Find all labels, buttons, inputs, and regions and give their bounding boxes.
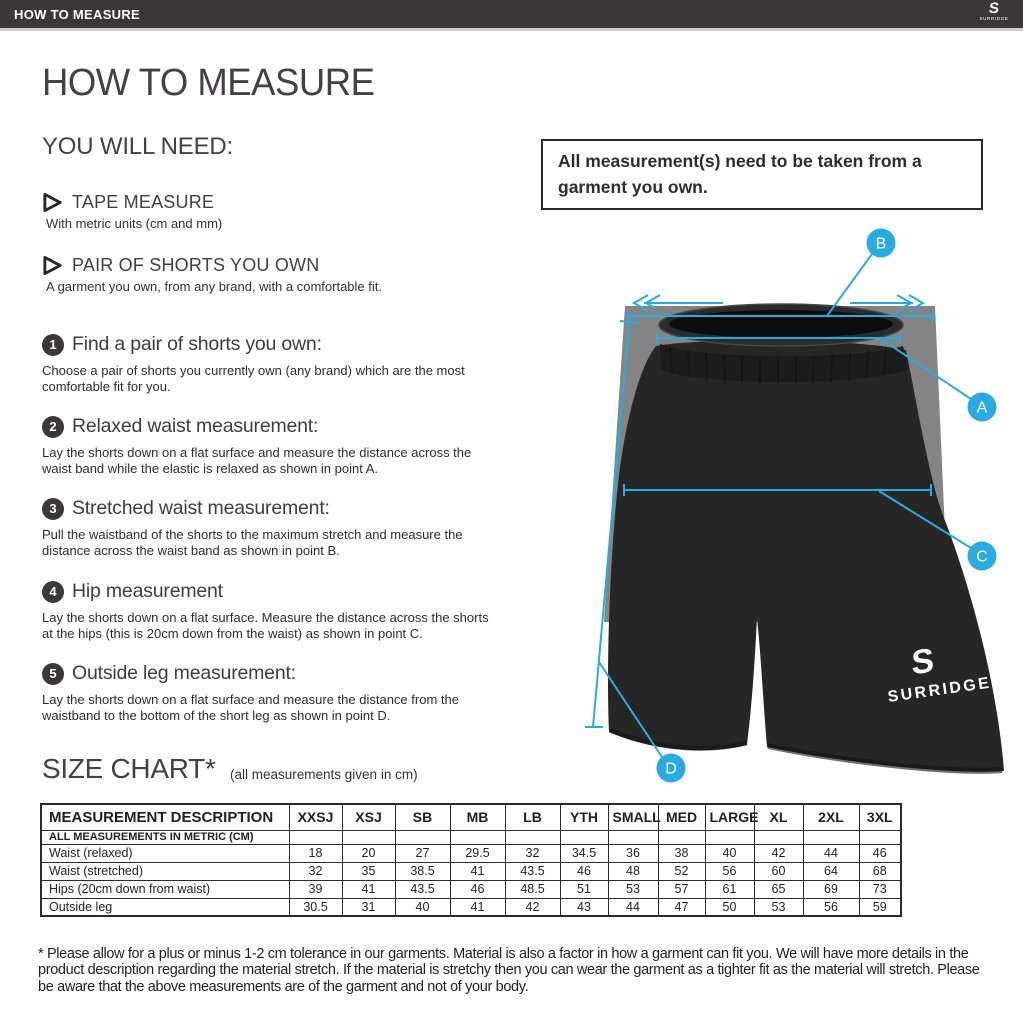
size-value-cell: 56	[803, 898, 859, 916]
triangle-bullet-icon	[42, 255, 63, 276]
size-value-cell: 53	[754, 898, 803, 916]
size-row-label: Hips (20cm down from waist)	[41, 880, 289, 898]
size-value-cell: 20	[342, 844, 395, 862]
size-row-label: Outside leg	[41, 898, 289, 916]
need-item-shorts	[42, 255, 512, 294]
size-value-cell: 57	[658, 880, 705, 898]
size-value-cell: 40	[395, 898, 450, 916]
svg-text:C: C	[976, 548, 988, 566]
step-number-badge: 1	[42, 334, 64, 356]
need-item-description: With metric units (cm and mm)	[46, 216, 223, 231]
shorts-measurement-diagram	[560, 228, 1023, 790]
step-3	[42, 497, 500, 559]
size-value-cell: 41	[450, 862, 505, 880]
size-value-cell: 41	[450, 898, 505, 916]
size-value-cell: 38.5	[395, 862, 450, 880]
size-value-cell: 18	[289, 844, 342, 862]
measurement-note-box	[541, 139, 983, 210]
size-value-cell: 56	[705, 862, 754, 880]
svg-text:B: B	[875, 235, 887, 253]
size-value-cell: 68	[859, 862, 901, 880]
size-value-cell: 73	[859, 880, 901, 898]
step-description: Lay the shorts down on a flat surface. Measure the distance across the shorts at the hips (this is 20cm down from the waist) as shown in point C.	[42, 610, 489, 642]
step-4	[42, 580, 500, 642]
size-value-cell: 44	[608, 898, 658, 916]
size-value-cell: 39	[289, 880, 342, 898]
size-value-cell: 48	[608, 862, 658, 880]
size-row	[41, 880, 901, 898]
step-title: Outside leg measurement:	[72, 662, 296, 684]
size-row-label: Waist (relaxed)	[41, 844, 289, 862]
size-value-cell: 60	[754, 862, 803, 880]
need-item-label: TAPE MEASURE	[72, 192, 215, 212]
size-value-cell: 59	[859, 898, 901, 916]
step-1	[42, 333, 500, 395]
size-value-cell: 43	[560, 898, 608, 916]
step-description: Choose a pair of shorts you currently own (any brand) which are the most comfortable fit for you.	[42, 363, 465, 395]
step-number-badge: 3	[42, 498, 64, 520]
size-value-cell: 53	[608, 880, 658, 898]
size-value-cell: 50	[705, 898, 754, 916]
step-title: Find a pair of shorts you own:	[72, 333, 322, 355]
size-value-cell: 30.5	[289, 898, 342, 916]
step-number-badge: 2	[42, 416, 64, 438]
size-value-cell: 47	[658, 898, 705, 916]
surridge-s-icon: S	[988, 0, 1000, 17]
size-value-cell: 51	[560, 880, 608, 898]
step-description: Lay the shorts down on a flat surface and measure the distance across the waist band while the elastic is relaxed as shown in point A.	[42, 445, 472, 477]
size-value-cell: 61	[705, 880, 754, 898]
step-description: Pull the waistband of the shorts to the maximum stretch and measure the distance across the waist band as shown in point B.	[42, 527, 463, 559]
top-bar-title: HOW TO MEASURE	[14, 6, 141, 22]
size-value-cell: 35	[342, 862, 395, 880]
size-value-cell: 44	[803, 844, 859, 862]
waistband-opening	[669, 310, 893, 338]
step-description: Lay the shorts down on a flat surface and measure the distance from the waistband to the bottom of the short leg as shown in point D.	[42, 692, 459, 724]
svg-text:SURRIDGE: SURRIDGE	[886, 674, 993, 706]
top-bar	[0, 0, 1023, 31]
size-value-cell: 32	[289, 862, 342, 880]
size-chart-table	[40, 803, 902, 917]
step-5	[42, 662, 500, 724]
size-value-cell: 36	[608, 844, 658, 862]
measurement-note-text: All measurement(s) need to be taken from a garment you own.	[558, 151, 922, 197]
size-value-cell: 65	[754, 880, 803, 898]
size-row-label: Waist (stretched)	[41, 862, 289, 880]
step-title: Stretched waist measurement:	[72, 497, 330, 519]
need-item-tape-measure	[42, 192, 512, 231]
size-value-cell: 69	[803, 880, 859, 898]
size-value-cell: 32	[505, 844, 560, 862]
need-item-label: PAIR OF SHORTS YOU OWN	[72, 255, 320, 275]
size-row	[41, 862, 901, 880]
metric-note-row: ALL MEASUREMENTS IN METRIC (CM)	[41, 830, 901, 844]
surridge-logo-icon: S SURRIDGE	[971, 1, 1017, 27]
you-will-need-heading: YOU WILL NEED:	[42, 133, 234, 160]
svg-text:D: D	[665, 760, 677, 778]
size-value-cell: 43.5	[395, 880, 450, 898]
size-value-cell: 42	[505, 898, 560, 916]
step-number-badge: 5	[42, 663, 64, 685]
size-value-cell: 64	[803, 862, 859, 880]
size-value-cell: 43.5	[505, 862, 560, 880]
size-value-cell: 29.5	[450, 844, 505, 862]
step-number-badge: 4	[42, 581, 64, 603]
size-row	[41, 844, 901, 862]
shorts-silhouette	[608, 340, 1004, 771]
size-value-cell: 46	[450, 880, 505, 898]
size-value-cell: 40	[705, 844, 754, 862]
size-value-cell: 46	[560, 862, 608, 880]
footnote: * Please allow for a plus or minus 1-2 cm tolerance in our garments. Material is also a factor in how a garment can fit you. We will have more details in the product description regarding the material stretch. If the material is stretchy then you can wear the garment as a tighter fit as the material will stretch. Please be aware that the above measurements are of the garment and not of your body.	[38, 945, 980, 996]
triangle-bullet-icon	[42, 192, 63, 213]
size-row	[41, 898, 901, 916]
step-title: Hip measurement	[72, 580, 223, 602]
svg-text:S: S	[910, 641, 935, 683]
svg-text:A: A	[976, 399, 988, 417]
size-value-cell: 31	[342, 898, 395, 916]
size-value-cell: 34.5	[560, 844, 608, 862]
step-title: Relaxed waist measurement:	[72, 415, 319, 437]
page-title: HOW TO MEASURE	[42, 62, 375, 104]
size-value-cell: 38	[658, 844, 705, 862]
size-value-cell: 41	[342, 880, 395, 898]
size-value-cell: 48.5	[505, 880, 560, 898]
size-value-cell: 52	[658, 862, 705, 880]
size-value-cell: 46	[859, 844, 901, 862]
size-chart-body	[41, 830, 901, 916]
header-row: MEASUREMENT DESCRIPTION XXSJ XSJ SB MB LB YTH SMALL MED LARGE XL 2XL 3XL	[41, 804, 901, 830]
size-value-cell: 42	[754, 844, 803, 862]
need-item-description: A garment you own, from any brand, with a comfortable fit.	[46, 279, 382, 294]
size-value-cell: 27	[395, 844, 450, 862]
size-chart-subheading: (all measurements given in cm)	[230, 767, 418, 782]
step-2	[42, 415, 500, 477]
size-chart-heading: SIZE CHART*	[42, 753, 216, 784]
